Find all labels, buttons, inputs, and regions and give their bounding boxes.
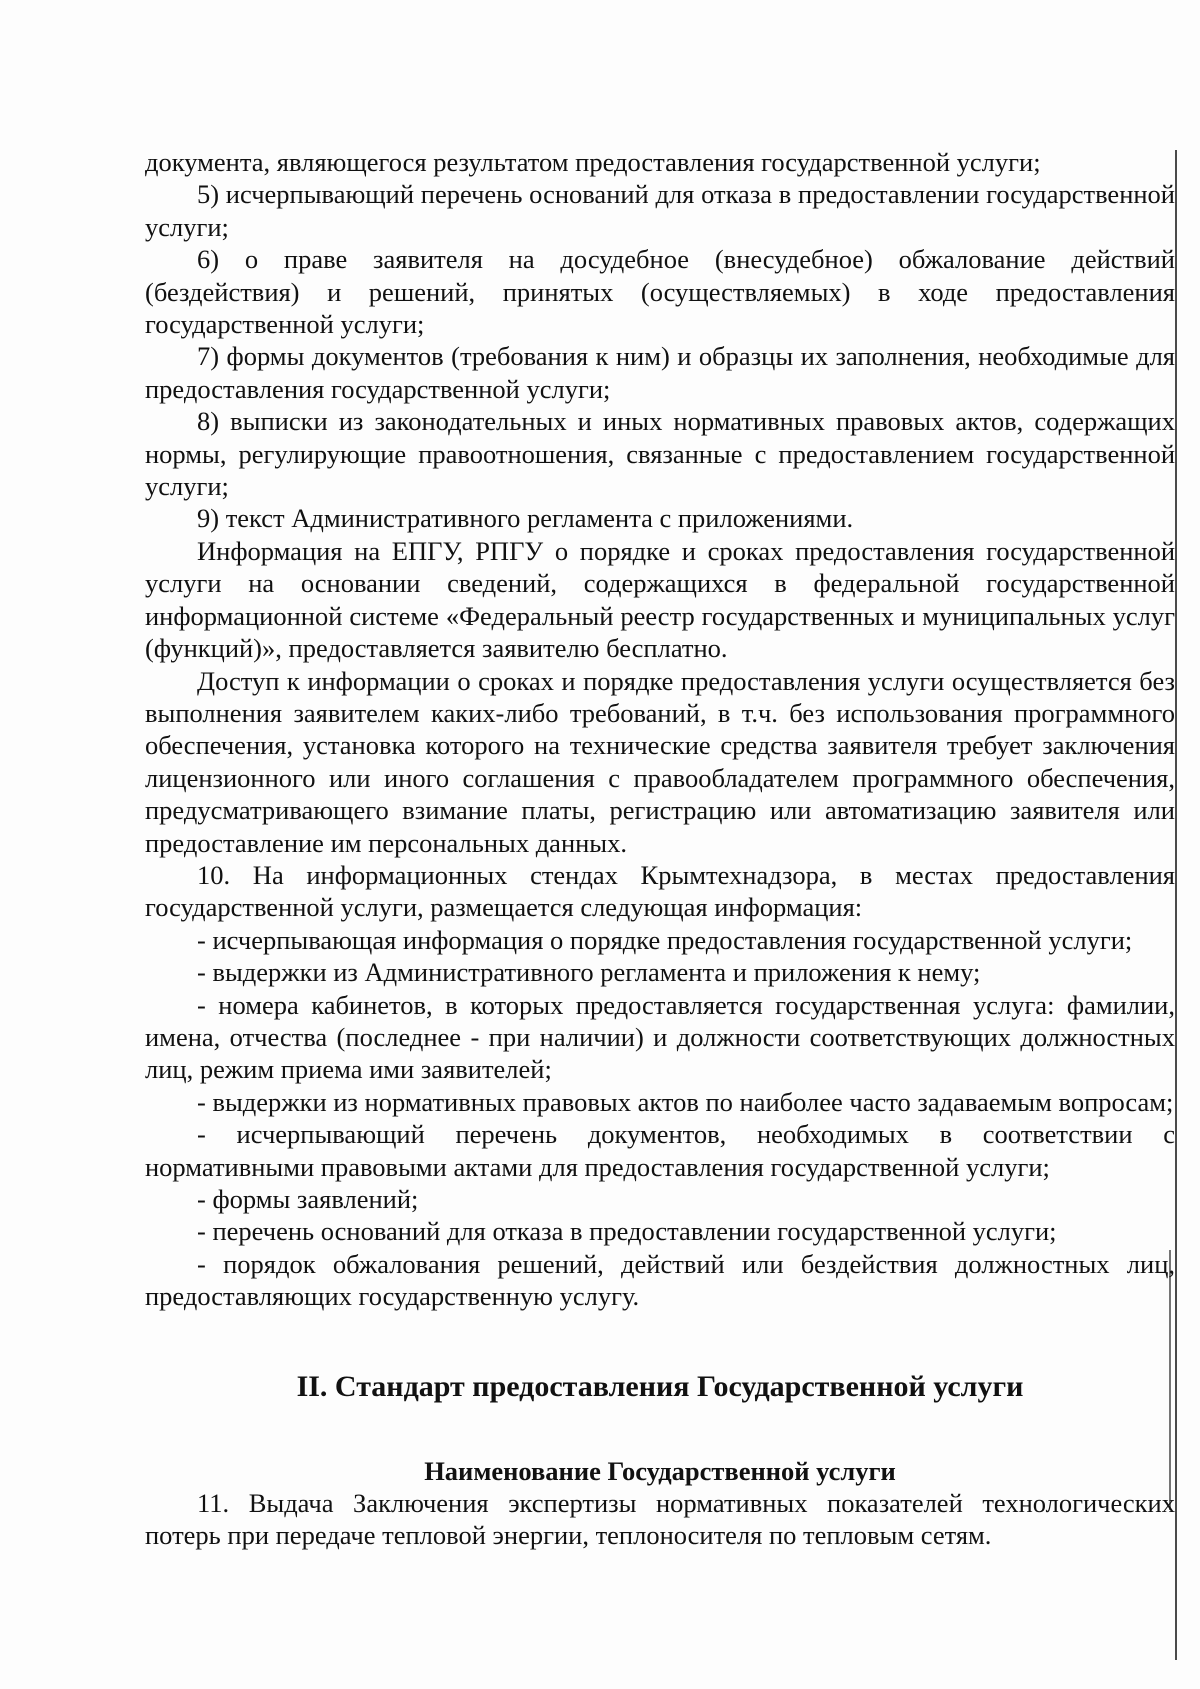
paragraph: 11. Выдача Заключения экспертизы нормативных показателей технологических потерь при передаче тепловой энергии, теплоносителя по тепловым сетям. <box>145 1487 1175 1551</box>
list-item: - выдержки из нормативных правовых актов по наиболее часто задаваемым вопросам; <box>197 1086 1174 1117</box>
list-item: - исчерпывающая информация о порядке предоставления государственной услуги; <box>197 924 1133 955</box>
paragraph: 9) текст Административного регламента с приложениями. <box>197 503 854 534</box>
paragraph: 5) исчерпывающий перечень оснований для отказа в предоставлении государственной услуги; <box>145 179 1175 242</box>
list-item: - выдержки из Административного регламента и приложения к нему; <box>197 957 981 988</box>
document-body <box>145 146 1175 1551</box>
list-item: - исчерпывающий перечень документов, необходимых в соответствии с нормативными правовыми актами для предоставления государственной услуги; <box>145 1119 1175 1182</box>
paragraph: 6) о праве заявителя на досудебное (внесудебное) обжалование действий (бездействия) и решений, принятых (осуществляемых) в ходе предоставления государственной услуги; <box>145 244 1175 340</box>
paragraph: документа, являющегося результатом предоставления государственной услуги; <box>145 147 1041 177</box>
paragraph: 10. На информационных стендах Крымтехнадзора, в местах предоставления государственной услуги, размещается следующая информация: <box>145 859 1175 923</box>
paragraph: Доступ к информации о сроках и порядке предоставления услуги осуществляется без выполнения заявителем каких-либо требований, в т.ч. без использования программного обеспечения, установка которого на технические средства заявителя требует заключения лицензионного или иного соглашения с правообладателем программного обеспечения, предусматривающего взимание платы, регистрацию или автоматизацию заявителя или предоставление им персональных данных. <box>145 665 1175 858</box>
list-item: - перечень оснований для отказа в предоставлении государственной услуги; <box>197 1216 1057 1247</box>
scan-edge-line <box>1175 150 1177 1660</box>
paragraph: Информация на ЕПГУ, РПГУ о порядке и сроках предоставления государственной услуги на основании сведений, содержащихся в федеральной государственной информационной системе «Федеральный реестр государственных и муниципальных услуг (функций)», предоставляется заявителю бесплатно. <box>145 535 1175 664</box>
list-item: - формы заявлений; <box>197 1184 419 1214</box>
list-item: - номера кабинетов, в которых предоставляется государственная услуга: фамилии, имена, отчества (последнее - при наличии) и должности соответствующих должностных лиц, режим приема ими заявителей; <box>145 989 1175 1085</box>
paragraph: 8) выписки из законодательных и иных нормативных правовых актов, содержащих нормы, регулирующие правоотношения, связанные с предоставлением государственной услуги; <box>145 406 1175 502</box>
section-title: II. Стандарт предоставления Государственной услуги <box>296 1369 1024 1403</box>
paragraph: 7) формы документов (требования к ним) и образцы их заполнения, необходимые для предоставления государственной услуги; <box>145 341 1175 404</box>
list-item: - порядок обжалования решений, действий или бездействия должностных лиц, предоставляющих государственную услугу. <box>145 1248 1175 1312</box>
subsection-title: Наименование Государственной услуги <box>424 1455 896 1486</box>
